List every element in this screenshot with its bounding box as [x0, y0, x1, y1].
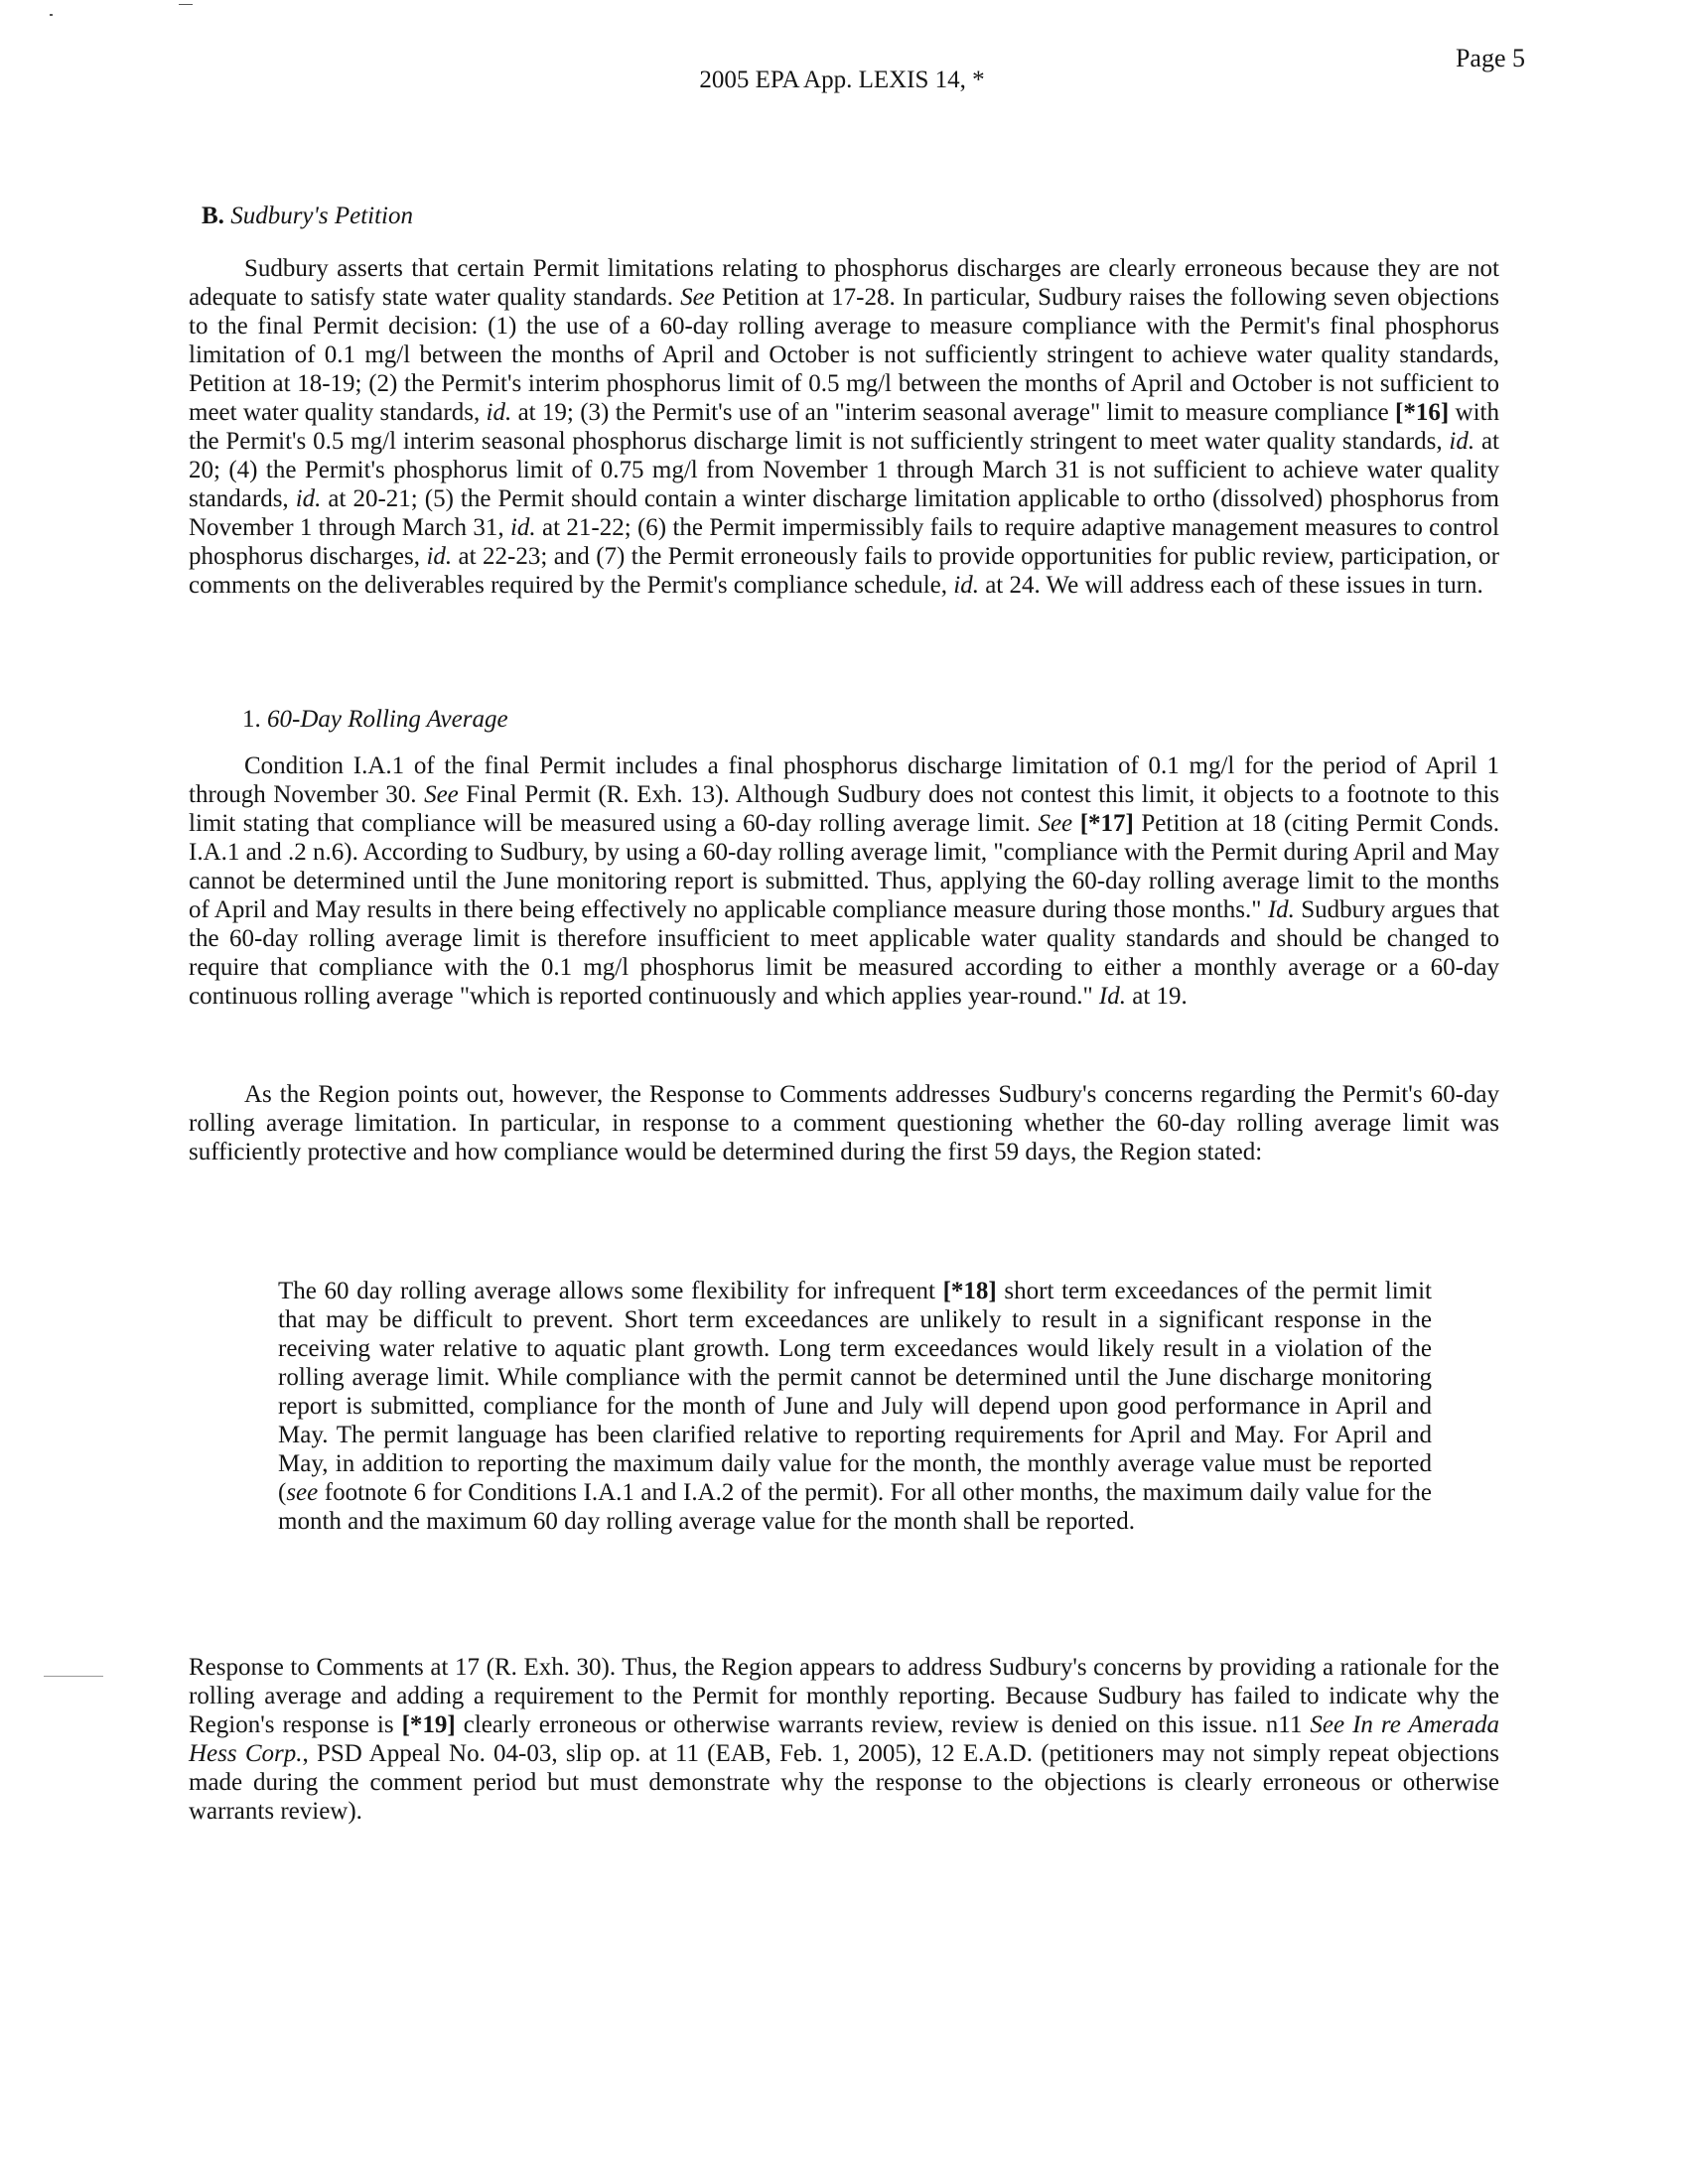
paragraph-condition [189, 751, 1499, 1011]
scan-speck [50, 14, 53, 16]
text-run: Sudbury argues that the 60-day rolling average limit is therefore insufficient to meet applicable water quality standards and should be changed to require that compliance with the 0.1 mg/l phosphorus limit be measured according to either a monthly average or a 60-day continuous rolling average "which is reported continuously and which applies year-round." [189, 896, 1500, 1010]
citation-header: 2005 EPA App. LEXIS 14, * [699, 67, 985, 93]
section-letter: B. [202, 203, 224, 229]
signal-id: id. [486, 399, 512, 426]
text-run: with the Permit's 0.5 mg/l interim seasonal phosphorus discharge limit is not sufficiently stringent to meet water quality standards, [189, 399, 1499, 455]
text-run: Final Permit (R. Exh. 13). Although Sudbury does not contest this limit, it objects to a footnote to this limit stating that compliance will be measured using a 60-day rolling average limit. [189, 781, 1499, 837]
subsection-heading [242, 705, 508, 734]
text-run: at 20; (4) the Permit's phosphorus limit of 0.75 mg/l from November 1 through March 31 is not sufficient to achieve water quality standards, [189, 428, 1499, 512]
text-run: at 19. [1125, 983, 1188, 1010]
paragraph-petition-summary [189, 254, 1499, 600]
page-number: Page 5 [1455, 44, 1525, 72]
text-run: Response to Comments at 17 (R. Exh. 30). Thus, the Region appears to address Sudbury's concerns by providing a rationale for the rolling average and adding a requirement to the Permit for monthly reporting. Because Sudbury has failed to indicate why the Region's response is [189, 1654, 1499, 1738]
signal-see: See [424, 781, 459, 808]
signal-id: id. [509, 514, 536, 541]
star-page-marker: [*16] [1395, 399, 1450, 426]
signal-id: id. [295, 485, 322, 512]
star-page-marker: [*18] [942, 1278, 997, 1304]
text-run: at 24. We will address each of these issues in turn. [978, 572, 1483, 599]
signal-id: id. [426, 543, 453, 570]
subsection-number: 1. [242, 706, 261, 733]
text-run: Condition I.A.1 of the final Permit includes a final phosphorus discharge limitation of 0.1 mg/l for the period of April 1 through November 30. [189, 752, 1499, 808]
section-heading [202, 202, 413, 230]
section-title: Sudbury's Petition [230, 203, 413, 229]
text-run: Sudbury asserts that certain Permit limitations relating to phosphorus discharges are clearly erroneous because they are not adequate to satisfy state water quality standards. [189, 255, 1499, 311]
signal-id: Id. [1098, 983, 1126, 1010]
text-run: short term exceedances of the permit limit that may be difficult to prevent. Short term exceedances are unlikely to result in a significant response in the receiving water relative to aquatic plant growth. Long term exceedances would likely result in a violation of the rolling average limit. While compliance with the permit cannot be determined until the June discharge monitoring report is submitted, compliance for the month of June and July will depend upon good performance in April and May. The permit language has been clarified relative to reporting requirements for April and May. For April and May, in addition to reporting the maximum daily value for the month, the monthly average value must be reported ( [278, 1278, 1433, 1506]
subsection-title: 60-Day Rolling Average [267, 706, 508, 733]
text-run: The 60 day rolling average allows some flexibility for infrequent [278, 1278, 943, 1304]
signal-see: See [1038, 810, 1073, 837]
text-run: at 22-23; and (7) the Permit erroneously fails to provide opportunities for public review, participation, or comments on the deliverables required by the Permit's compliance schedule, [189, 543, 1499, 599]
star-page-marker: [*17] [1079, 810, 1134, 837]
signal-id: id. [953, 572, 979, 599]
text-run: Petition at 17-28. In particular, Sudbury raises the following seven objections to the final Permit decision: (1) the use of a 60-day rolling average to measure compliance with the Permit's final phosphorus limitation of 0.1 mg/l between the months of April and October is not sufficiently stringent to achieve water quality standards, Petition at 18-19; (2) the Permit's interim phosphorus limit of 0.5 mg/l between the months of April and October is not sufficient to meet water quality standards, [189, 284, 1499, 426]
text-run: at 19; (3) the Permit's use of an "interim seasonal average" limit to measure compliance [511, 399, 1396, 426]
text-run: , PSD Appeal No. 04-03, slip op. at 11 (EAB, Feb. 1, 2005), 12 E.A.D. (petitioners may not simply repeat objections made during the comment period but must demonstrate why the response to the objections is clearly erroneous or otherwise warrants review). [189, 1740, 1500, 1825]
scan-speck [44, 1676, 103, 1677]
text-run: at 21-22; (6) the Permit impermissibly fails to require adaptive management measures to control phosphorus discharges, [189, 514, 1499, 570]
paragraph-conclusion [189, 1653, 1499, 1826]
text-run: As the Region points out, however, the Response to Comments addresses Sudbury's concerns regarding the Permit's 60-day rolling average limitation. In particular, in response to a comment questioning whether the 60-day rolling average limit was sufficiently protective and how compliance would be determined during the first 59 days, the Region stated: [189, 1081, 1499, 1165]
case-citation: See In re Amerada Hess Corp. [189, 1711, 1499, 1767]
signal-see: See [680, 284, 715, 311]
text-run: footnote 6 for Conditions I.A.1 and I.A.2 of the permit). For all other months, the maximum daily value for the month and the maximum 60 day rolling average value for the month shall be reported. [278, 1479, 1432, 1535]
signal-id: id. [1449, 428, 1475, 455]
signal-see: see [286, 1479, 319, 1506]
text-run: Petition at 18 (citing Permit Conds. I.A.1 and .2 n.6). According to Sudbury, by using a 60-day rolling average limit, "compliance with the Permit during April and May cannot be determined until the June monitoring report is submitted. Thus, applying the 60-day rolling average limit to the months of April and May results in there being effectively no applicable compliance measure during those months." [189, 810, 1500, 923]
signal-id: Id. [1267, 896, 1295, 923]
star-page-marker: [*19] [401, 1711, 456, 1738]
paragraph-region-response [189, 1080, 1499, 1166]
scan-speck [179, 4, 193, 5]
text-run: clearly erroneous or otherwise warrants review, review is denied on this issue. n11 [455, 1711, 1311, 1738]
block-quote [278, 1277, 1432, 1536]
text-run: at 20-21; (5) the Permit should contain a winter discharge limitation applicable to ortho (dissolved) phosphorus from November 1 through March 31, [189, 485, 1499, 541]
